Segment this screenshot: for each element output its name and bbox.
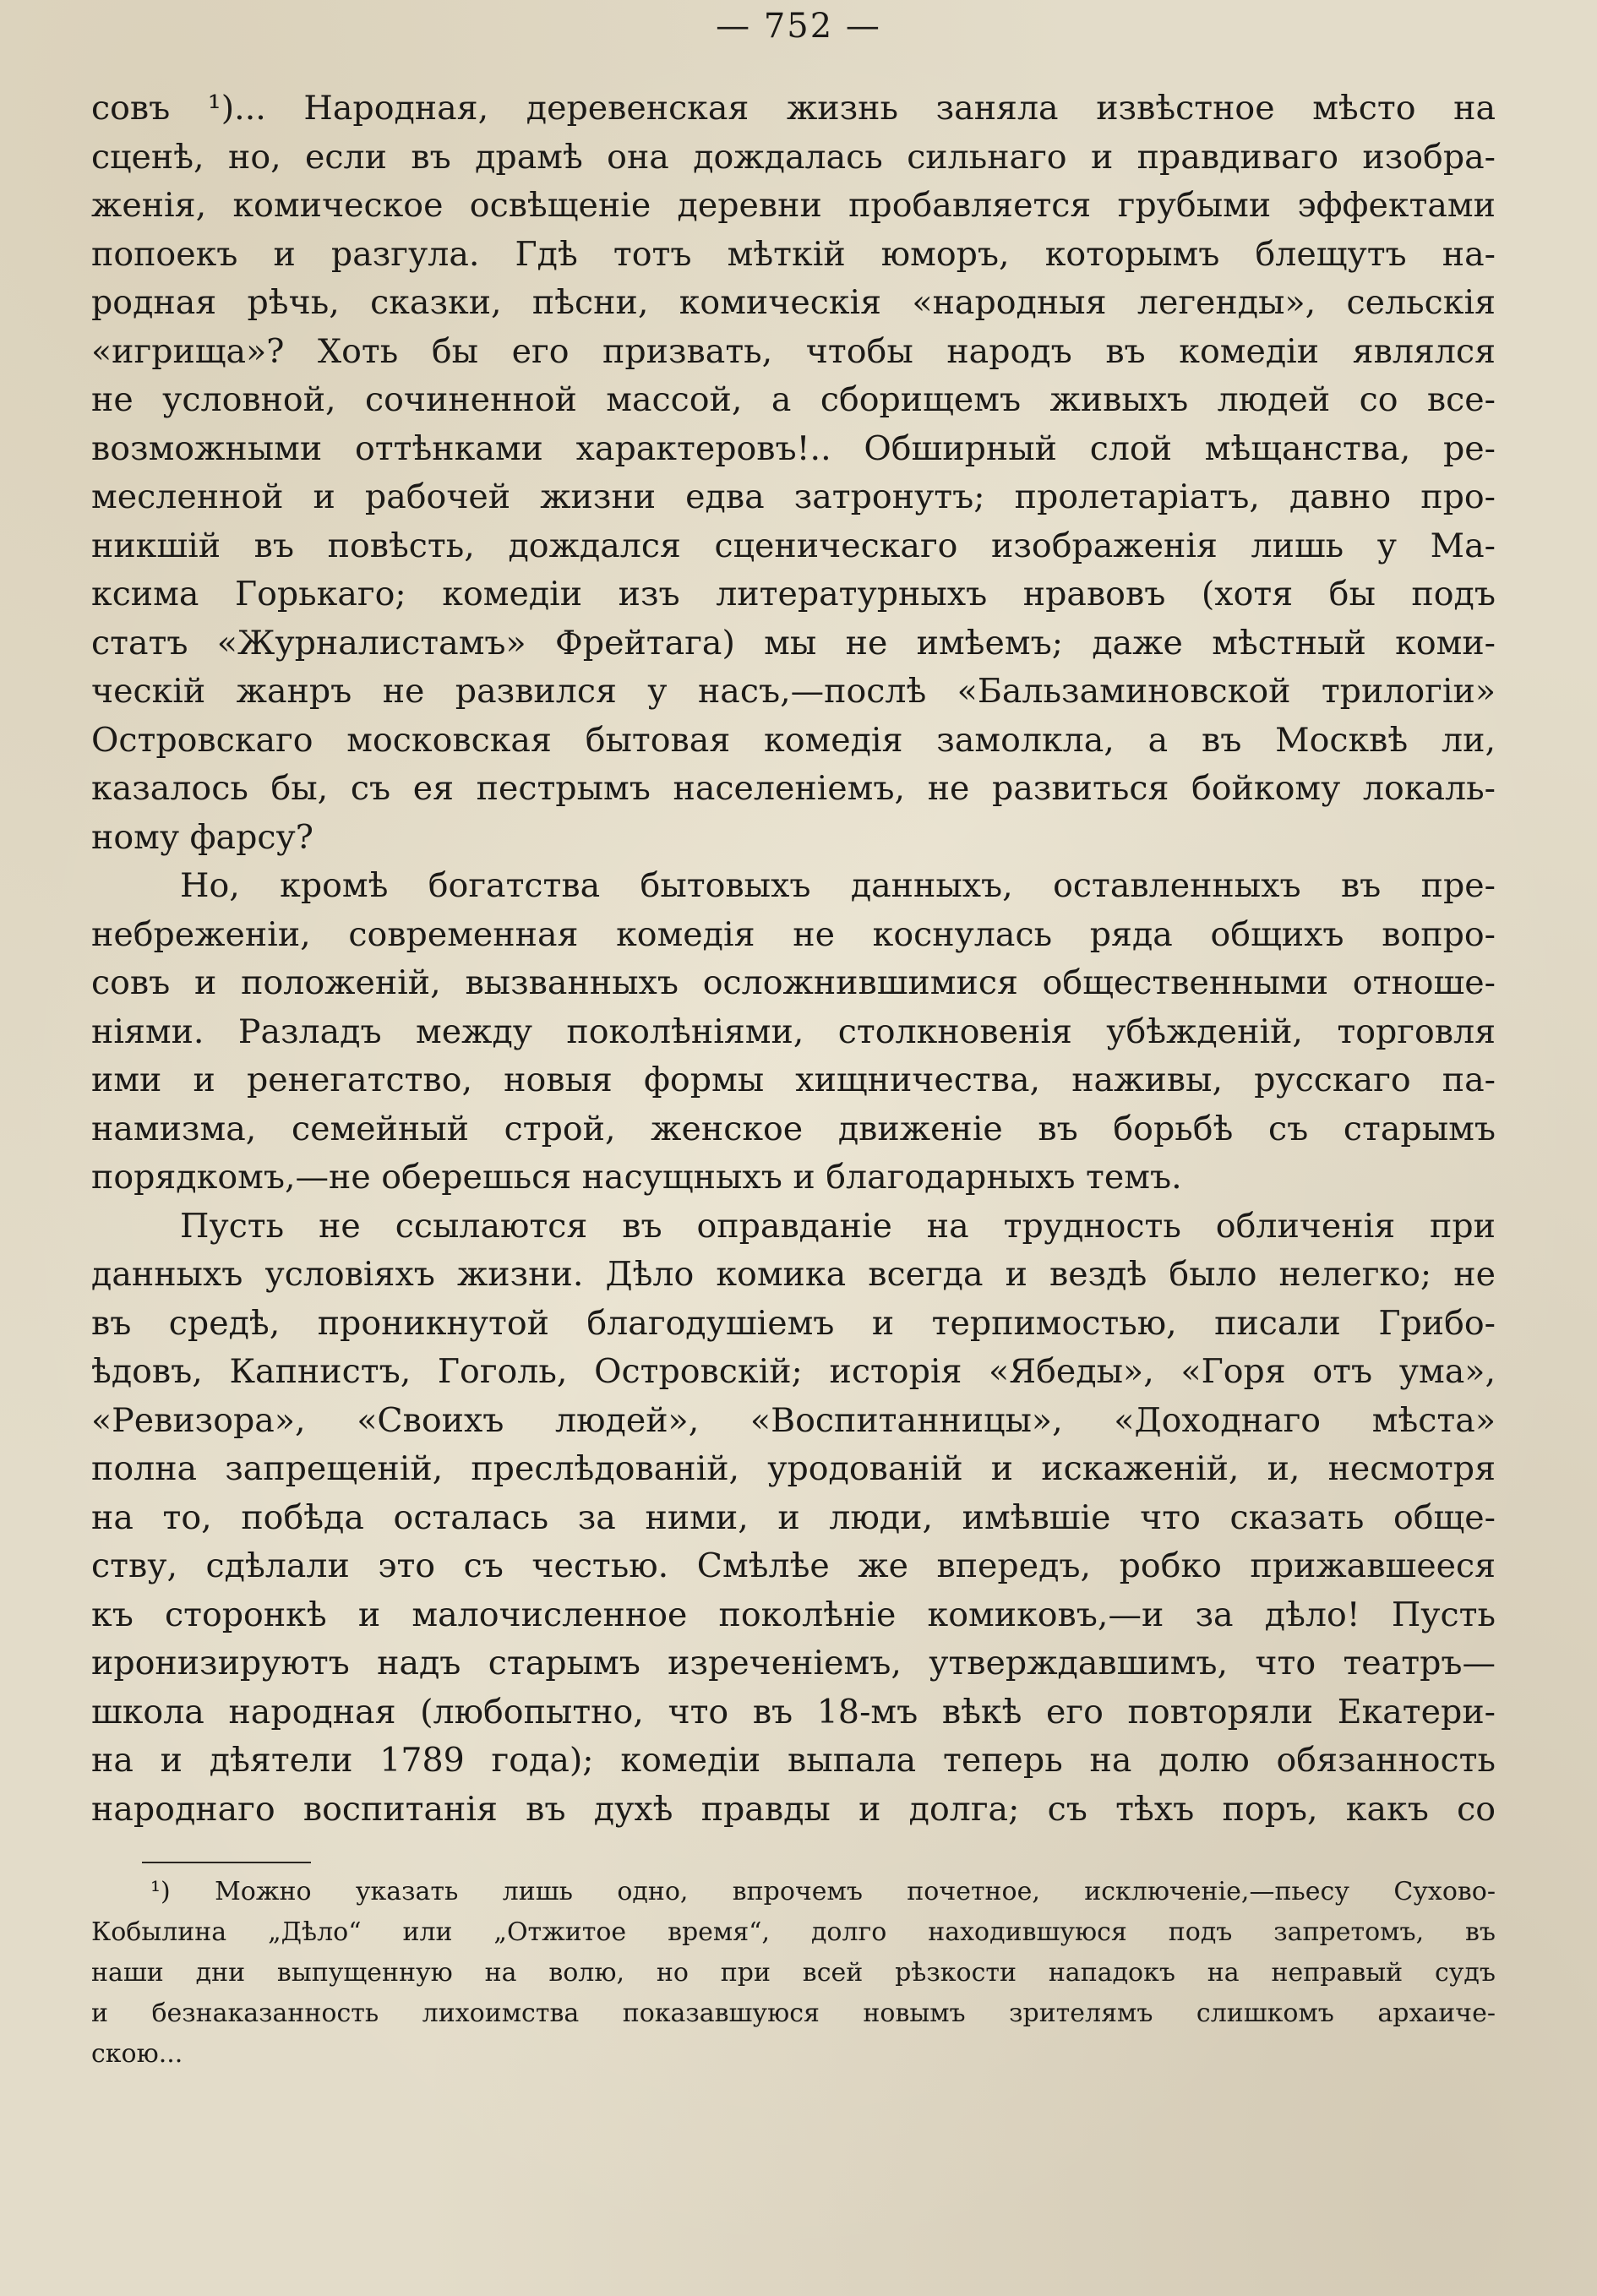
text-line: Пусть не ссылаются въ оправданіе на трудность обличенія при [180,1206,1496,1246]
text-line: данныхъ условіяхъ жизни. Дѣло комика всегда и вездѣ было нелегко; не [91,1255,1496,1294]
text-line: ѣдовъ, Капнистъ, Гоголь, Островскій; исторія «Ябеды», «Горя отъ ума», [91,1352,1496,1391]
text-line: попоекъ и разгула. Гдѣ тотъ мѣткій юморъ, которымъ блещутъ на- [91,234,1496,274]
text-line: небреженіи, современная комедія не коснулась ряда общихъ вопро- [91,914,1496,954]
text-line: женія, комическое освѣщеніе деревни пробавляется грубыми эффектами [91,186,1496,225]
text-line: Но, кромѣ богатства бытовыхъ данныхъ, оставленныхъ въ пре- [180,866,1496,905]
footnote-line: скою... [91,2039,183,2069]
text-line: казалось бы, съ ея пестрымъ населеніемъ, не развиться бойкому локаль- [91,769,1496,808]
text-line: никшій въ повѣсть, дождался сценическаго изображенія лишь у Ма- [91,526,1496,565]
text-line: ному фарсу? [91,817,313,857]
text-line: статъ «Журналистамъ» Фрейтага) мы не имѣемъ; даже мѣстный коми- [91,623,1496,663]
footnote-line: ¹) Можно указать лишь одно, впрочемъ почетное, исключеніе,—пьесу Сухово- [150,1877,1496,1906]
text-line: «игрища»? Хоть бы его призвать, чтобы народъ въ комедіи являлся [91,331,1496,371]
text-line: народнаго воспитанія въ духѣ правды и долга; съ тѣхъ поръ, какъ со [91,1789,1496,1829]
paragraph-3 [91,1203,1496,1835]
text-line: месленной и рабочей жизни едва затронутъ; пролетаріатъ, давно про- [91,477,1496,516]
paragraph-2 [91,862,1496,1203]
text-line: къ сторонкѣ и малочисленное поколѣніе комиковъ,—и за дѣло! Пусть [91,1595,1496,1634]
text-line: въ средѣ, проникнутой благодушіемъ и терпимостью, писали Грибо- [91,1303,1496,1343]
paragraph-1 [91,85,1496,862]
text-line: Островскаго московская бытовая комедія замолкла, а въ Москвѣ ли, [91,720,1496,760]
text-line: совъ ¹)... Народная, деревенская жизнь заняла извѣстное мѣсто на [91,89,1496,128]
text-line: ству, сдѣлали это съ честью. Смѣлѣе же впередъ, робко прижавшееся [91,1546,1496,1585]
text-line: сценѣ, но, если въ драмѣ она дождалась сильнаго и правдиваго изобра- [91,137,1496,177]
text-line: ими и ренегатство, новыя формы хищничества, наживы, русскаго па- [91,1061,1496,1099]
text-line: на то, побѣда осталась за ними, и люди, имѣвшіе что сказать обще- [91,1497,1496,1537]
text-line: иронизируютъ надъ старымъ изреченіемъ, утверждавшимъ, что театръ— [91,1644,1496,1682]
text-line: ксима Горькаго; комедіи изъ литературныхъ нравовъ (хотя бы подъ [91,575,1496,614]
text-line: ніями. Разладъ между поколѣніями, столкновенія убѣжденій, торговля [91,1012,1496,1051]
text-line: порядкомъ,—не оберешься насущныхъ и благодарныхъ темъ. [91,1158,1182,1197]
text-line: намизма, семейный строй, женское движеніе въ борьбѣ съ старымъ [91,1109,1496,1148]
main-text [91,85,1496,1834]
text-line: возможными оттѣнками характеровъ!.. Обширный слой мѣщанства, ре- [91,428,1496,468]
text-line: совъ и положеній, вызванныхъ осложнившимися общественными отноше- [91,963,1496,1002]
footnote-divider [142,1862,311,1863]
footnote-line: наши дни выпущенную на волю, но при всей рѣзкости нападокъ на неправый судъ [91,1958,1496,1988]
text-line: «Ревизора», «Своихъ людей», «Воспитанницы», «Доходнаго мѣста» [91,1400,1496,1440]
text-line: ческій жанръ не развился у насъ,—послѣ «Бальзаминовской трилогіи» [91,672,1496,711]
text-line: не условной, сочиненной массой, а сборищемъ живыхъ людей со все- [91,380,1496,419]
text-line: школа народная (любопытно, что въ 18-мъ вѣкѣ его повторяли Екатери- [91,1692,1496,1732]
page-number: — 752 — [716,7,881,46]
footnote-line: и безнаказанность лихоимства показавшуюся новымъ зрителямъ слишкомъ архаиче- [91,1999,1496,2028]
text-line: родная рѣчь, сказки, пѣсни, комическія «народныя легенды», сельскія [91,283,1496,322]
text-line: полна запрещеній, преслѣдованій, уродованій и искаженій, и, несмотря [91,1449,1496,1488]
footnote-line: Кобылина „Дѣло“ или „Отжитое время“, долго находившуюся подъ запретомъ, въ [91,1917,1496,1947]
footnote [91,1872,1496,2075]
text-line: на и дѣятели 1789 года); комедіи выпала теперь на долю обязанность [91,1741,1496,1780]
